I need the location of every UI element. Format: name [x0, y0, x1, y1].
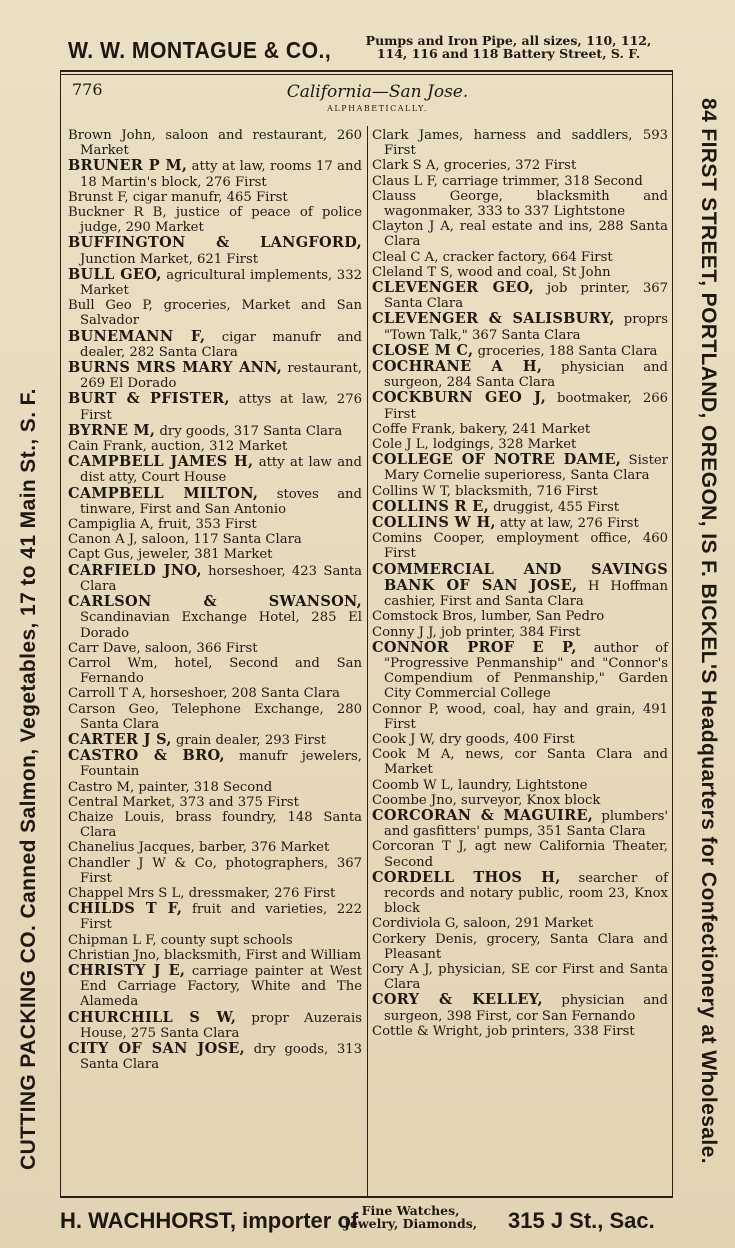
directory-entry: [68, 794, 362, 810]
directory-entry: [68, 932, 362, 948]
directory-entry: [372, 219, 668, 250]
directory-entry: [68, 265, 362, 299]
entry-text: dry goods, 313 Santa Clara: [80, 1041, 362, 1073]
entry-text: atty at law, 276 First: [495, 516, 639, 532]
entry-name: CAMPBELL MILTON,: [68, 484, 259, 502]
entry-text: Chanelius Jacques, barber, 376 Market: [68, 840, 330, 856]
entry-text: Claus L F, carriage trimmer, 318 Second: [372, 173, 643, 189]
directory-entry: [68, 593, 362, 641]
entry-name: CASTRO & BRO,: [68, 747, 225, 765]
bottom-rule: [60, 1196, 672, 1198]
entry-text: Clayton J A, real estate and ins, 288 Santa Clara: [372, 219, 668, 250]
entry-text: groceries, 188 Santa Clara: [473, 343, 658, 359]
entry-text: Christian Jno, blacksmith, First and William: [68, 947, 362, 963]
page-title: California—San Jose.: [286, 82, 469, 102]
entry-text: Central Market, 373 and 375 First: [68, 794, 299, 810]
directory-entry: [372, 701, 668, 732]
directory-entry: [372, 806, 668, 840]
directory-entry: [372, 961, 668, 993]
entry-text: author of "Progressive Penmanship" and "Connor's Compendium of Penmanship," Garden City Commercial College: [384, 640, 668, 702]
entry-text: horseshoer, 423 Santa Clara: [80, 563, 362, 594]
page-subtitle: ALPHABETICALLY.: [327, 104, 428, 113]
entry-text: restaurant, 269 El Dorado: [80, 361, 363, 392]
directory-entry: [68, 655, 362, 687]
directory-entry: [68, 686, 362, 702]
directory-entry: [68, 855, 362, 886]
top-advertisement: [68, 30, 678, 70]
entry-name: BUNEMANN F,: [68, 327, 206, 345]
entry-name: BULL GEO,: [68, 265, 162, 283]
directory-entry: [372, 868, 668, 917]
entry-text: Clauss George, blacksmith and wagonmaker, 333 to 337 Lightstone: [372, 188, 668, 220]
entry-name: BUFFINGTON & LANGFORD,: [68, 234, 362, 252]
entry-text: carriage painter at West End Carriage Factory, White and The Alameda: [80, 963, 362, 1010]
top-ad-description: [336, 34, 681, 60]
entry-text: Carr Dave, saloon, 366 First: [68, 640, 258, 656]
top-ad-firm: W. W. MONTAGUE & CO.,: [68, 36, 332, 63]
entry-text: Cook M A, news, cor Santa Clara and Market: [372, 747, 668, 778]
entry-text: manufr jewelers, Fountain: [80, 749, 362, 780]
bottom-ad-goods: [344, 1204, 477, 1230]
entry-name: CITY OF SAN JOSE,: [68, 1039, 245, 1057]
right-column: [372, 128, 668, 1039]
entry-text: Brown John, saloon and restaurant, 260 Market: [68, 128, 362, 159]
entry-text: Cain Frank, auction, 312 Market: [68, 439, 288, 455]
entry-text: H Hoffman cashier, First and Santa Clara: [384, 578, 668, 610]
entry-name: COLLINS W H,: [372, 514, 496, 532]
entry-name: CAMPBELL JAMES H,: [68, 453, 254, 471]
entry-text: Carroll T A, horseshoer, 208 Santa Clara: [68, 686, 341, 702]
directory-entry: [372, 916, 668, 932]
entry-text: Scandinavian Exchange Hotel, 285 El Dorado: [80, 610, 362, 641]
directory-entry: [372, 747, 668, 778]
entry-name: CARTER J S,: [68, 730, 172, 748]
entry-text: Cook J W, dry goods, 400 First: [372, 731, 575, 747]
entry-text: bootmaker, 266 First: [384, 391, 668, 422]
directory-entry: [372, 514, 668, 532]
entry-name: COLLINS R E,: [372, 497, 489, 515]
directory-entry: [372, 991, 668, 1024]
top-rule-thin: [60, 74, 672, 75]
directory-entry: [68, 234, 362, 267]
directory-entry: [372, 310, 668, 343]
directory-entry: [372, 173, 668, 189]
entry-name: CLOSE M C,: [372, 341, 474, 359]
entry-text: plumbers' and gasfitters' pumps, 351 Santa Clara: [384, 808, 668, 840]
entry-text: Connor P, wood, coal, hay and grain, 491 First: [372, 701, 668, 732]
left-border: [60, 70, 61, 1198]
entry-text: Carrol Wm, hotel, Second and San Fernando: [68, 655, 362, 687]
directory-entry: [68, 205, 362, 236]
bottom-ad-goods-line-2: Jewelry, Diamonds,: [344, 1216, 478, 1231]
left-column: [68, 128, 362, 1072]
entry-text: Buckner R B, justice of peace of police judge, 290 Market: [68, 205, 362, 236]
directory-entry: [68, 484, 362, 517]
entry-name: CONNOR PROF E P,: [372, 638, 577, 656]
entry-name: BURNS MRS MARY ANN,: [68, 359, 283, 377]
directory-entry: [372, 531, 668, 562]
directory-entry: [68, 840, 362, 856]
top-ad-line-2: 114, 116 and 118 Battery Street, S. F.: [376, 46, 641, 61]
right-border: [672, 70, 673, 1198]
directory-entry: [68, 747, 362, 780]
entry-text: atty at law and dist atty, Court House: [80, 455, 362, 486]
directory-entry: [68, 298, 362, 329]
directory-entry: [68, 532, 362, 548]
bottom-ad-firm: H. WACHHORST, importer of: [60, 1208, 359, 1233]
directory-entry: [372, 839, 668, 870]
directory-entry: [68, 547, 362, 563]
entry-text: propr Auzerais House, 275 Santa Clara: [80, 1010, 362, 1041]
directory-entry: [68, 1039, 362, 1073]
entry-text: druggist, 455 First: [488, 499, 620, 515]
directory-entry: [68, 900, 362, 933]
entry-text: Cole J L, lodgings, 328 Market: [372, 437, 577, 453]
entry-text: Campiglia A, fruit, 353 First: [68, 517, 257, 533]
entry-text: Corcoran T J, agt new California Theater, Second: [372, 839, 668, 870]
entry-text: Capt Gus, jeweler, 381 Market: [68, 547, 273, 563]
directory-entry: [68, 885, 362, 901]
top-ad-line-1: Pumps and Iron Pipe, all sizes, 110, 112,: [365, 33, 652, 48]
directory-entry: [68, 730, 362, 748]
directory-entry: [68, 947, 362, 963]
entry-text: Cottle & Wright, job printers, 338 First: [372, 1023, 635, 1039]
right-margin-advertisement: 84 FIRST STREET, PORTLAND, OREGON, IS F. BICKEL'S Headquarters for Confectionery at Wholesale.: [697, 98, 720, 1164]
entry-name: COMMERCIAL AND SAVINGS BANK OF SAN JOSE,: [372, 560, 668, 594]
directory-entry: [372, 279, 669, 312]
directory-entry: [68, 640, 362, 656]
directory-entry: [372, 931, 668, 962]
directory-entry: [372, 421, 668, 437]
entry-text: Canon A J, saloon, 117 Santa Clara: [68, 532, 302, 548]
directory-entry: [68, 809, 362, 841]
entry-name: COCHRANE A H,: [372, 358, 543, 376]
entry-name: CARLSON & SWANSON,: [68, 593, 362, 611]
entry-name: CARFIELD JNO,: [68, 561, 202, 579]
directory-entry: [68, 359, 363, 392]
directory-entry: [68, 390, 362, 423]
entry-text: grain dealer, 293 First: [171, 732, 326, 748]
directory-entry: [372, 483, 668, 499]
directory-entry: [372, 249, 668, 265]
entry-name: BYRNE M,: [68, 421, 156, 439]
entry-text: Chandler J W & Co, photographers, 367 First: [68, 855, 362, 886]
entry-text: job printer, 367 Santa Clara: [384, 281, 669, 312]
left-margin-advertisement: CUTTING PACKING CO. Canned Salmon, Vegetables, 17 to 41 Main St., S. F.: [17, 388, 40, 1170]
entry-text: proprs "Town Talk," 367 Santa Clara: [384, 312, 668, 343]
entry-text: physician and surgeon, 284 Santa Clara: [384, 360, 668, 391]
entry-text: Sister Mary Cornelie superioress, Santa Clara: [384, 453, 668, 484]
entry-text: Conny J J, job printer, 384 First: [372, 624, 581, 640]
entry-text: Cleland T S, wood and coal, St John: [372, 264, 611, 280]
directory-entry: [372, 188, 668, 220]
directory-entry: [68, 561, 362, 594]
entry-name: COLLEGE OF NOTRE DAME,: [372, 451, 622, 469]
directory-entry: [372, 609, 668, 625]
entry-name: BRUNER P M,: [68, 157, 188, 175]
entry-text: Castro M, painter, 318 Second: [68, 779, 273, 795]
entry-text: attys at law, 276 First: [80, 392, 362, 423]
directory-entry: [68, 779, 362, 795]
directory-entry: [372, 638, 668, 702]
entry-text: Chipman L F, county supt schools: [68, 932, 293, 948]
top-rule: [60, 70, 672, 72]
directory-entry: [68, 421, 362, 439]
entry-text: Clark S A, groceries, 372 First: [372, 158, 577, 174]
entry-text: fruit and varieties, 222 First: [80, 902, 362, 933]
entry-text: cigar manufr and dealer, 282 Santa Clara: [80, 329, 362, 360]
entry-name: CLEVENGER GEO,: [372, 279, 535, 297]
entry-name: CHRISTY J E,: [68, 961, 186, 979]
directory-entry: [372, 451, 668, 484]
entry-name: COCKBURN GEO J,: [372, 389, 547, 407]
directory-entry: [68, 961, 362, 1010]
entry-text: searcher of records and notary public, room 23, Knox block: [384, 870, 668, 917]
entry-text: Chaize Louis, brass foundry, 148 Santa Clara: [68, 809, 362, 841]
directory-entry: [372, 777, 668, 793]
entry-text: Chappel Mrs S L, dressmaker, 276 First: [68, 885, 336, 901]
directory-entry: [68, 189, 362, 205]
bottom-advertisement: [60, 1202, 672, 1238]
entry-text: dry goods, 317 Santa Clara: [155, 423, 343, 439]
directory-entry: [372, 341, 668, 359]
entry-name: CORY & KELLEY,: [372, 991, 543, 1009]
directory-entry: [372, 792, 668, 808]
entry-text: Cordiviola G, saloon, 291 Market: [372, 916, 594, 932]
directory-entry: [372, 128, 668, 159]
entry-text: stoves and tinware, First and San Antonio: [80, 486, 362, 517]
directory-entry: [68, 1008, 362, 1041]
directory-entry: [372, 624, 668, 640]
directory-entry: [372, 1023, 668, 1039]
directory-entry: [68, 701, 362, 732]
directory-entry: [68, 157, 362, 190]
entry-name: CORCORAN & MAGUIRE,: [372, 806, 594, 824]
page-number: 776: [72, 80, 103, 99]
entry-name: BURT & PFISTER,: [68, 390, 230, 408]
directory-entry: [68, 128, 362, 159]
entry-text: Coffe Frank, bakery, 241 Market: [372, 421, 591, 437]
directory-entry: [372, 158, 668, 174]
entry-text: Collins W T, blacksmith, 716 First: [372, 483, 598, 499]
entry-text: Comstock Bros, lumber, San Pedro: [372, 609, 605, 625]
entry-text: Coombe Jno, surveyor, Knox block: [372, 792, 601, 808]
directory-entry: [372, 437, 668, 453]
column-divider: [367, 126, 368, 1196]
entry-text: Comins Cooper, employment office, 460 First: [372, 531, 668, 562]
entry-name: CORDELL THOS H,: [372, 868, 561, 886]
directory-entry: [68, 517, 362, 533]
entry-text: Clark James, harness and saddlers, 593 First: [372, 128, 668, 159]
entry-text: agricultural implements, 332 Market: [80, 267, 362, 299]
entry-text: Brunst F, cigar manufr, 465 First: [68, 189, 288, 205]
entry-name: CHILDS T F,: [68, 900, 183, 918]
directory-entry: [372, 560, 668, 610]
directory-entry: [372, 358, 668, 391]
entry-text: Cory A J, physician, SE cor First and Santa Clara: [372, 961, 668, 993]
entry-text: physician and surgeon, 398 First, cor San Fernando: [384, 993, 668, 1024]
directory-entry: [68, 327, 362, 360]
entry-text: Corkery Denis, grocery, Santa Clara and Pleasant: [372, 931, 668, 962]
bottom-ad-address: 315 J St., Sac.: [508, 1208, 655, 1233]
entry-text: Bull Geo P, groceries, Market and San Salvador: [68, 298, 362, 329]
bottom-ad-goods-line-1: Fine Watches,: [361, 1203, 460, 1218]
entry-text: Cleal C A, cracker factory, 664 First: [372, 249, 613, 265]
directory-entry: [372, 497, 668, 515]
directory-entry: [68, 453, 362, 486]
directory-entry: [372, 389, 668, 422]
directory-entry: [372, 731, 668, 747]
entry-text: atty at law, rooms 17 and 18 Martin's block, 276 First: [80, 159, 362, 190]
directory-entry: [68, 439, 362, 455]
entry-text: Junction Market, 621 First: [80, 251, 259, 267]
entry-text: Coomb W L, laundry, Lightstone: [372, 777, 588, 793]
directory-entry: [372, 264, 668, 280]
entry-name: CHURCHILL S W,: [68, 1008, 237, 1026]
entry-name: CLEVENGER & SALISBURY,: [372, 310, 615, 328]
entry-text: Carson Geo, Telephone Exchange, 280 Santa Clara: [68, 701, 362, 732]
